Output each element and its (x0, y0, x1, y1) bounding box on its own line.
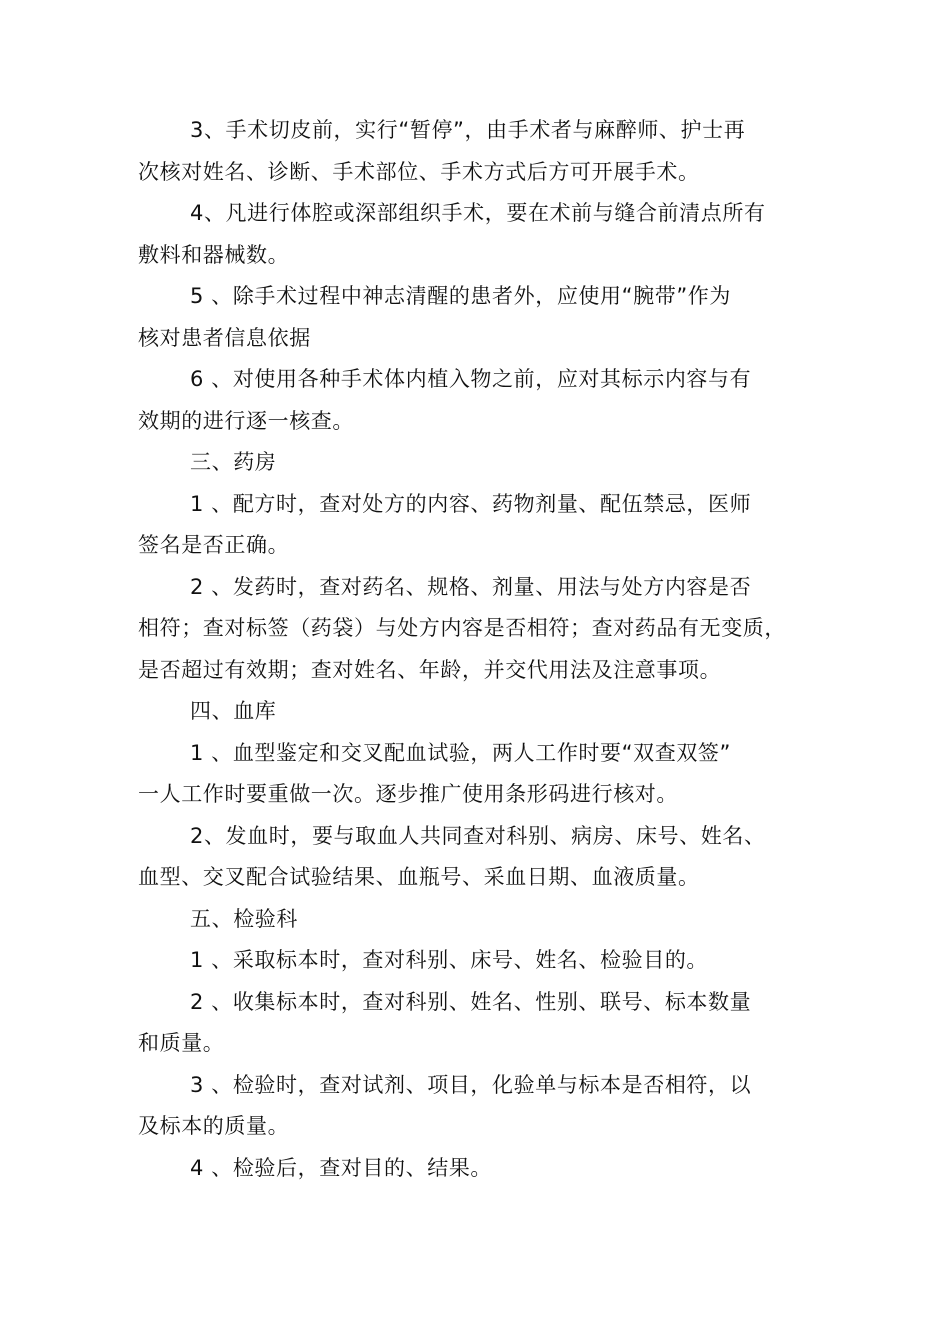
text-line: 签名是否正确。 (138, 533, 290, 557)
text-line: 敷料和器械数。 (138, 242, 290, 267)
text-line: 和质量。 (138, 1031, 225, 1055)
text-line: 3 、检验时，查对试剂、项目，化验单与标本是否相符，以 (190, 1072, 752, 1097)
text-line: 1 、配方时，查对处方的内容、药物剂量、配伍禁忌，医师 (190, 491, 752, 516)
text-line: 2 、收集标本时，查对科别、姓名、性别、联号、标本数量 (190, 989, 752, 1014)
text-line: 血型、交叉配合试验结果、血瓶号、采血日期、血液质量。 (138, 865, 700, 889)
section-heading-blood-bank: 四、血库 (190, 699, 277, 723)
text-line: 效期的进行逐一核查。 (138, 408, 354, 433)
text-line: 2 、发药时，查对药名、规格、剂量、用法与处方内容是否 (190, 574, 752, 599)
text-line: 相符；查对标签（药袋）与处方内容是否相符；查对药品有无变质， (138, 616, 786, 640)
text-line: 次核对姓名、诊断、手术部位、手术方式后方可开展手术。 (138, 159, 700, 184)
text-line: 4 、检验后，查对目的、结果。 (190, 1155, 493, 1180)
document-body (138, 110, 828, 1189)
text-line: 核对患者信息依据 (138, 325, 311, 350)
text-line: 5 、除手术过程中神志清醒的患者外，应使用“腕带”作为 (190, 284, 731, 308)
text-line: 1 、血型鉴定和交叉配血试验，两人工作时要“双查双签” (190, 740, 731, 765)
section-heading-pharmacy: 三、药房 (190, 450, 277, 474)
text-line: 及标本的质量。 (138, 1114, 290, 1138)
text-line: 3、手术切皮前，实行“暂停”，由手术者与麻醉师、护士再 (190, 118, 746, 142)
section-heading-laboratory: 五、检验科 (190, 906, 298, 931)
text-line: 是否超过有效期；查对姓名、年龄，并交代用法及注意事项。 (138, 657, 722, 682)
text-line: 2、发血时，要与取血人共同查对科别、病房、床号、姓名、 (190, 823, 766, 848)
text-line: 1 、采取标本时，查对科别、床号、姓名、检验目的。 (190, 948, 709, 972)
text-line: 6 、对使用各种手术体内植入物之前，应对其标示内容与有 (190, 367, 752, 391)
text-line: 一人工作时要重做一次。逐步推广使用条形码进行核对。 (138, 782, 678, 806)
text-line: 4、凡进行体腔或深部组织手术，要在术前与缝合前清点所有 (190, 201, 766, 225)
